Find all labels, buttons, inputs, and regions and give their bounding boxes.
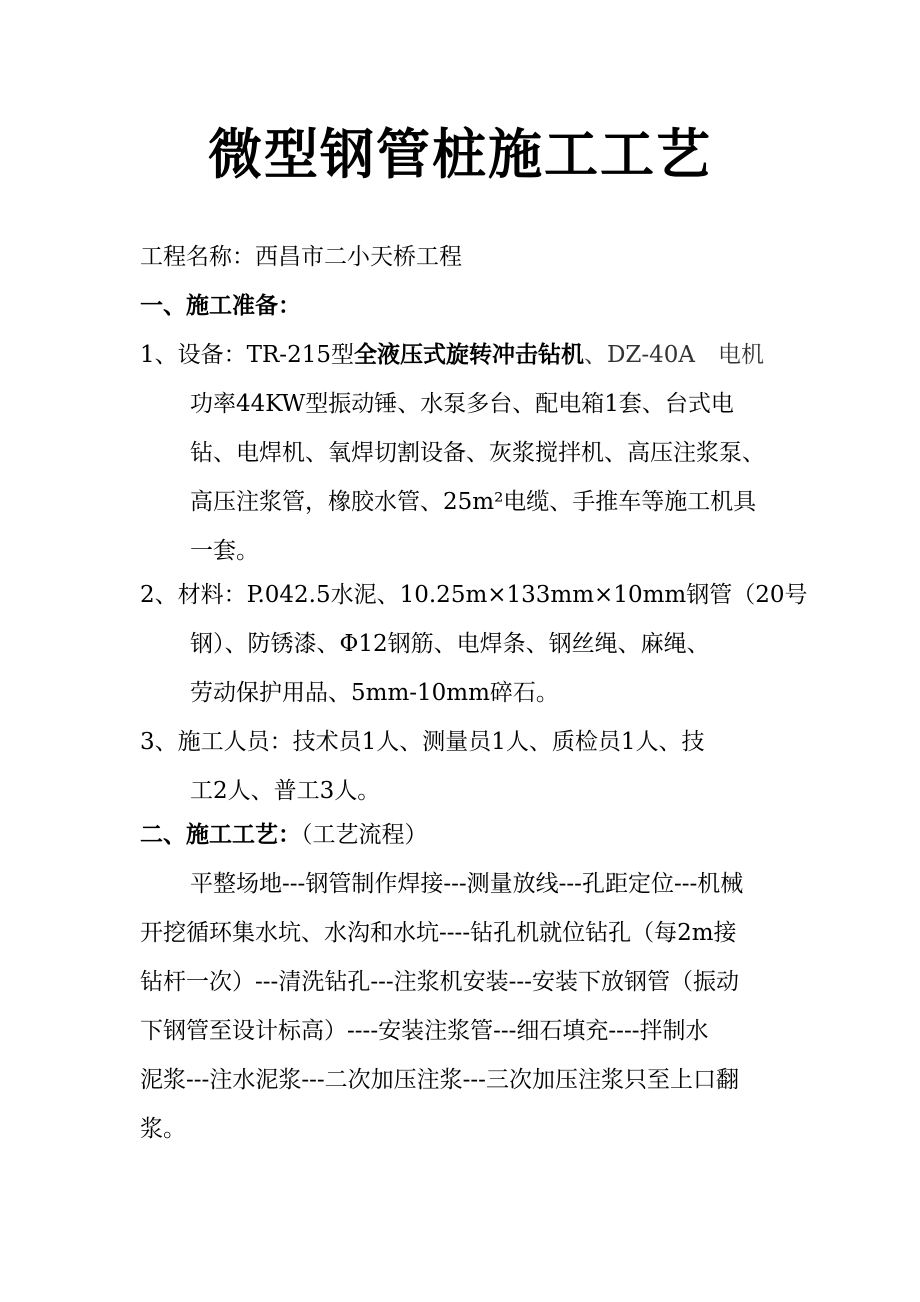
section-heading-preparation: 一、施工准备： (140, 292, 301, 319)
process-line: 钻杆一次）---清洗钻孔---注浆机安装---安装下放钢管（振动 (140, 969, 739, 995)
document-title: 微型钢管桩施工工艺 (208, 122, 712, 186)
process-heading: 二、施工工艺： (140, 821, 301, 848)
materials-line: 钢）、防锈漆、Φ12钢筋、电焊条、钢丝绳、麻绳、 (190, 631, 710, 657)
process-line: 泥浆---注水泥浆---二次加压注浆---三次加压注浆只至上口翻 (140, 1067, 739, 1093)
personnel-line: 3、施工人员：技术员1人、测量员1人、质检员1人、技 (140, 729, 705, 755)
equipment-line: 一套。 (190, 538, 259, 564)
process-line: 平整场地---钢管制作焊接---测量放线---孔距定位---机械 (190, 871, 744, 897)
equipment-item-first-line (140, 340, 764, 370)
equipment-drill-name: 全液压式旋转冲击钻机 (353, 342, 584, 368)
process-heading-note: （工艺流程） (301, 822, 428, 848)
project-name: 工程名称：西昌市二小天桥工程 (140, 244, 462, 270)
equipment-line: 功率44KW型振动锤、水泵多台、配电箱1套、台式电 (190, 391, 734, 417)
materials-line: 劳动保护用品、5mm-10mm碎石。 (190, 680, 559, 706)
process-line: 浆。 (140, 1116, 186, 1142)
process-line: 开挖循环集水坑、水沟和水坑----钻孔机就位钻孔（每2m接 (140, 920, 737, 946)
process-line: 下钢管至设计标高）----安装注浆管---细石填充----拌制水 (140, 1018, 709, 1044)
personnel-line: 工2人、普工3人。 (190, 778, 381, 804)
equipment-line: 高压注浆管，橡胶水管、25m²电缆、手推车等施工机具 (190, 489, 757, 515)
equipment-rest: 、DZ-40A 电机 (583, 342, 765, 368)
equipment-line: 钻、电焊机、氧焊切割设备、灰浆搅拌机、高压注浆泵、 (190, 440, 765, 466)
equipment-prefix: 1、设备：TR-215型 (140, 342, 354, 368)
section-heading-process (140, 820, 428, 850)
materials-line: 2、材料：P.042.5水泥、10.25m×133mm×10mm钢管（20号 (140, 582, 808, 608)
